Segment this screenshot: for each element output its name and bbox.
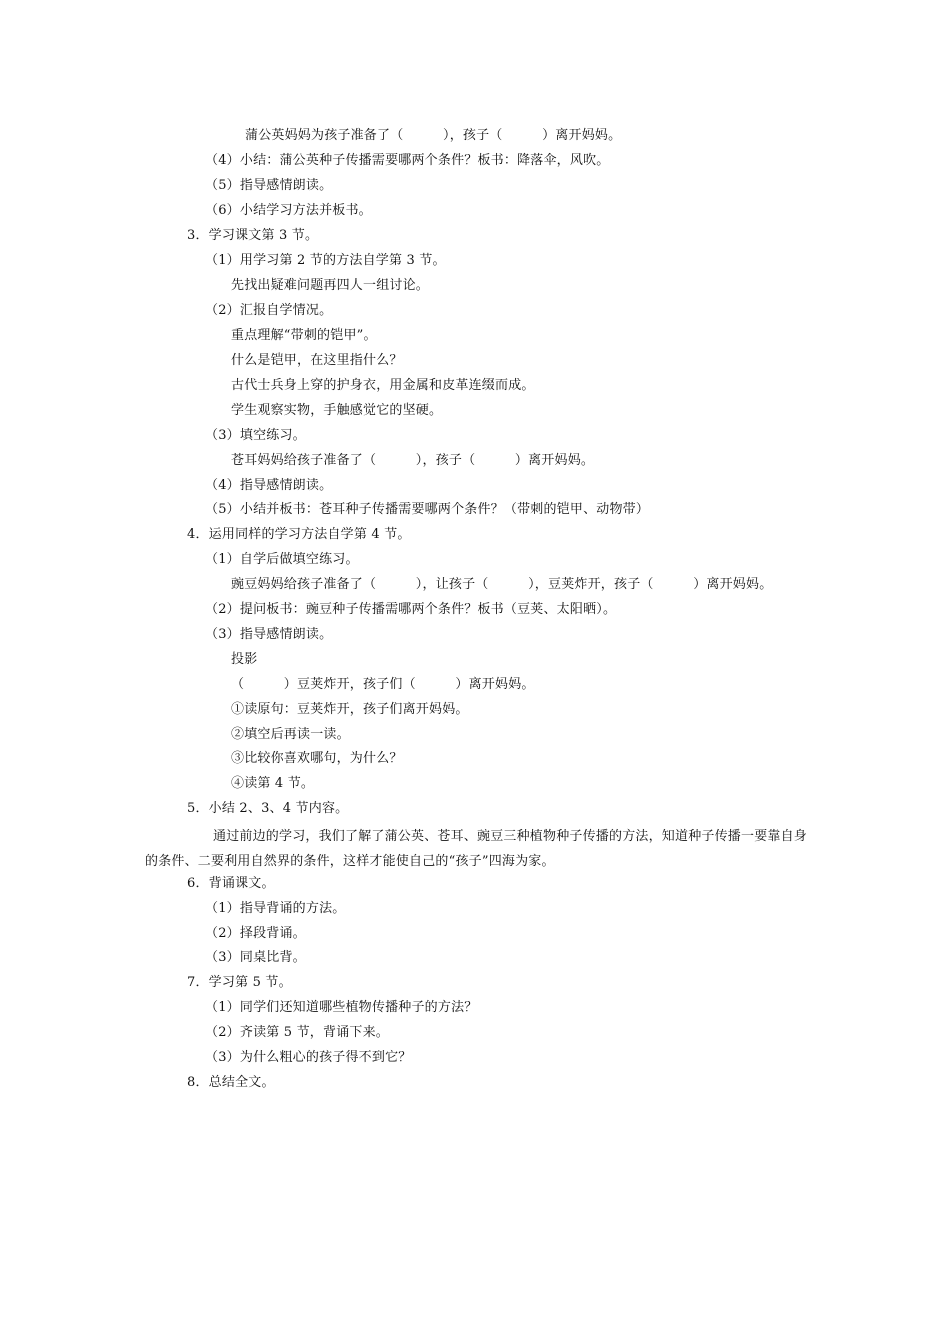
text-line: 重点理解“带刺的铠甲”。 <box>231 328 377 343</box>
text-line: 4．运用同样的学习方法自学第 4 节。 <box>187 527 411 542</box>
text-line: 8．总结全文。 <box>187 1075 275 1090</box>
text-line: 学生观察实物，手触感觉它的坚硬。 <box>231 403 443 418</box>
text-line: （4）指导感情朗读。 <box>205 478 333 493</box>
text-line: 6．背诵课文。 <box>187 876 275 891</box>
text-line: 什么是铠甲，在这里指什么？ <box>231 353 403 368</box>
text-line: （5）小结并板书：苍耳种子传播需要哪两个条件？（带刺的铠甲、动物带） <box>205 502 650 517</box>
text-line: （1）自学后做填空练习。 <box>205 552 359 567</box>
text-line: （3）同桌比背。 <box>205 950 306 965</box>
text-line: 3．学习课文第 3 节。 <box>187 228 319 243</box>
text-line: （2）择段背诵。 <box>205 926 306 941</box>
text-line: （1）同学们还知道哪些植物传播种子的方法？ <box>205 1000 478 1015</box>
text-line: 先找出疑难问题再四人一组讨论。 <box>231 278 430 293</box>
text-line: ④读第 4 节。 <box>231 776 315 791</box>
text-line: ①读原句：豆荚炸开，孩子们离开妈妈。 <box>231 702 469 717</box>
text-line: （2）齐读第 5 节，背诵下来。 <box>205 1025 390 1040</box>
text-line: （1）用学习第 2 节的方法自学第 3 节。 <box>205 253 446 268</box>
text-line: （6）小结学习方法并板书。 <box>205 203 372 218</box>
paragraph: 通过前边的学习，我们了解了蒲公英、苍耳、豌豆三种植物种子传播的方法，知道种子传播一要靠自身的条件、二要利用自然界的条件，这样才能使自己的“孩子”四海为家。 <box>145 829 808 869</box>
text-line: （3）指导感情朗读。 <box>205 627 333 642</box>
text-line: （2）提问板书：豌豆种子传播需哪两个条件？板书（豆荚、太阳晒）。 <box>205 602 617 617</box>
text-line: ②填空后再读一读。 <box>231 727 350 742</box>
text-line: 投影 <box>231 652 258 667</box>
text-line: （2）汇报自学情况。 <box>205 303 333 318</box>
text-line: （ ）豆荚炸开，孩子们（ ）离开妈妈。 <box>231 677 535 692</box>
text-line: （1）指导背诵的方法。 <box>205 901 346 916</box>
text-line: 苍耳妈妈给孩子准备了（ ），孩子（ ）离开妈妈。 <box>231 453 595 468</box>
text-line: 7．学习第 5 节。 <box>187 975 292 990</box>
text-line: （4）小结：蒲公英种子传播需要哪两个条件？板书：降落伞，风吹。 <box>205 153 610 168</box>
text-line: 蒲公英妈妈为孩子准备了（ ），孩子（ ）离开妈妈。 <box>245 128 622 143</box>
text-line: （3）为什么粗心的孩子得不到它？ <box>205 1050 412 1065</box>
text-line: 古代士兵身上穿的护身衣，用金属和皮革连缀而成。 <box>231 378 535 393</box>
text-line: ③比较你喜欢哪句，为什么？ <box>231 751 403 766</box>
text-line: （3）填空练习。 <box>205 428 306 443</box>
text-line: 5．小结 2、3、4 节内容。 <box>187 801 349 816</box>
text-line: 豌豆妈妈给孩子准备了（ ），让孩子（ ），豆荚炸开，孩子（ ）离开妈妈。 <box>231 577 773 592</box>
text-line: （5）指导感情朗读。 <box>205 178 333 193</box>
